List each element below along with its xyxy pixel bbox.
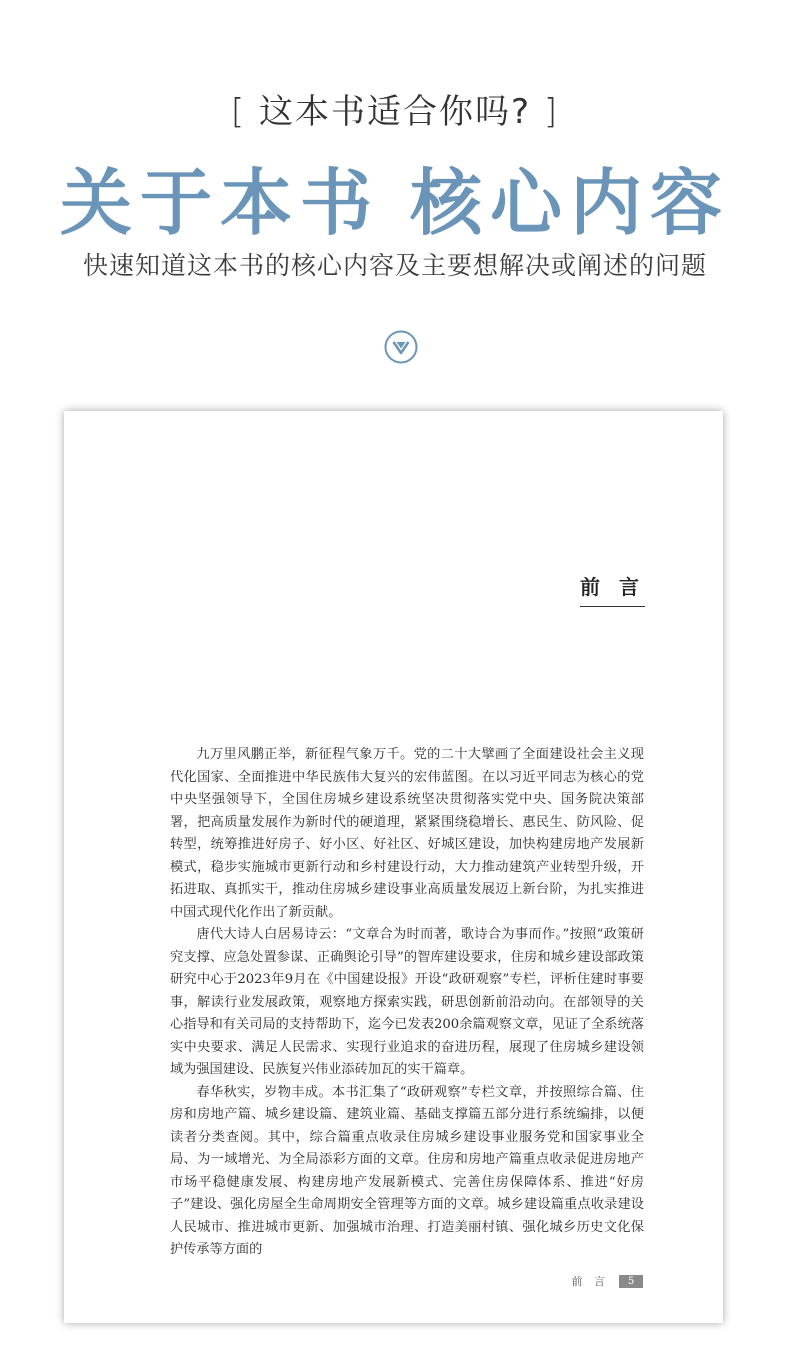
chevron-down-circle-icon [384, 330, 418, 364]
main-title [0, 145, 790, 249]
page-footer [572, 1273, 644, 1289]
question-heading [0, 84, 790, 133]
main-title-part1: 关于本书 [59, 160, 380, 245]
book-page [64, 411, 723, 1323]
preface-title: 前 言 [580, 571, 645, 607]
page-number: 5 [619, 1275, 643, 1288]
paragraph: 唐代大诗人白居易诗云：“文章合为时而著，歌诗合为事而作。”按照“政策研究支撑、应急处置参谋、正确舆论引导”的智库建设要求，住房和城乡建设部政策研究中心于2023年9月在《中国建设报》开设“政研观察”专栏，评析住建时事要事，解读行业发展政策，观察地方探索实践，研思创新前沿动向。在部领导的关心指导和有关司局的支持帮助下，迄今已发表200余篇观察文章，见证了全系统落实中央要求、满足人民需求、实现行业追求的奋进历程，展现了住房城乡建设领域为强国建设、民族复兴伟业添砖加瓦的实干篇章。 [170, 927, 644, 1077]
bracket-open: [ [230, 92, 247, 132]
description: 快速知道这本书的核心内容及主要想解决或阐述的问题 [82, 251, 707, 280]
paragraph: 九万里风鹏正举，新征程气象万千。党的二十大擘画了全面建设社会主义现代化国家、全面推进中华民族伟大复兴的宏伟蓝图。在以习近平同志为核心的党中央坚强领导下，全国住房城乡建设系统坚决贯彻落实党中央、国务院决策部署，把高质量发展作为新时代的硬道理，紧紧围绕稳增长、惠民生、防风险、促转型，统筹推进好房子、好小区、好社区、好城区建设，加快构建房地产发展新模式，稳步实施城市更新行动和乡村建设行动，大力推动建筑产业转型升级，开拓进取、真抓实干，推动住房城乡建设事业高质量发展迈上新台阶，为扎实推进中国式现代化作出了新贡献。 [170, 747, 644, 920]
preface-body [170, 744, 644, 1262]
footer-label: 前 言 [571, 1275, 609, 1288]
paragraph: 春华秋实，岁物丰成。本书汇集了“政研观察”专栏文章，并按照综合篇、住房和房地产篇、城乡建设篇、建筑业篇、基础支撑篇五部分进行系统编排，以便读者分类查阅。其中，综合篇重点收录住房城乡建设事业服务党和国家事业全局、为一域增光、为全局添彩方面的文章。住房和房地产篇重点收录促进房地产市场平稳健康发展、构建房地产发展新模式、完善住房保障体系、推进“好房子”建设、强化房屋全生命周期安全管理等方面的文章。城乡建设篇重点收录建设人民城市、推进城市更新、加强城市治理、打造美丽村镇、强化城乡历史文化保护传承等方面的 [170, 1084, 644, 1257]
main-title-part2: 核心内容 [410, 160, 731, 245]
intro-header [0, 0, 790, 400]
question-text: 这本书适合你吗? [258, 92, 532, 132]
bracket-close: ] [543, 92, 560, 132]
